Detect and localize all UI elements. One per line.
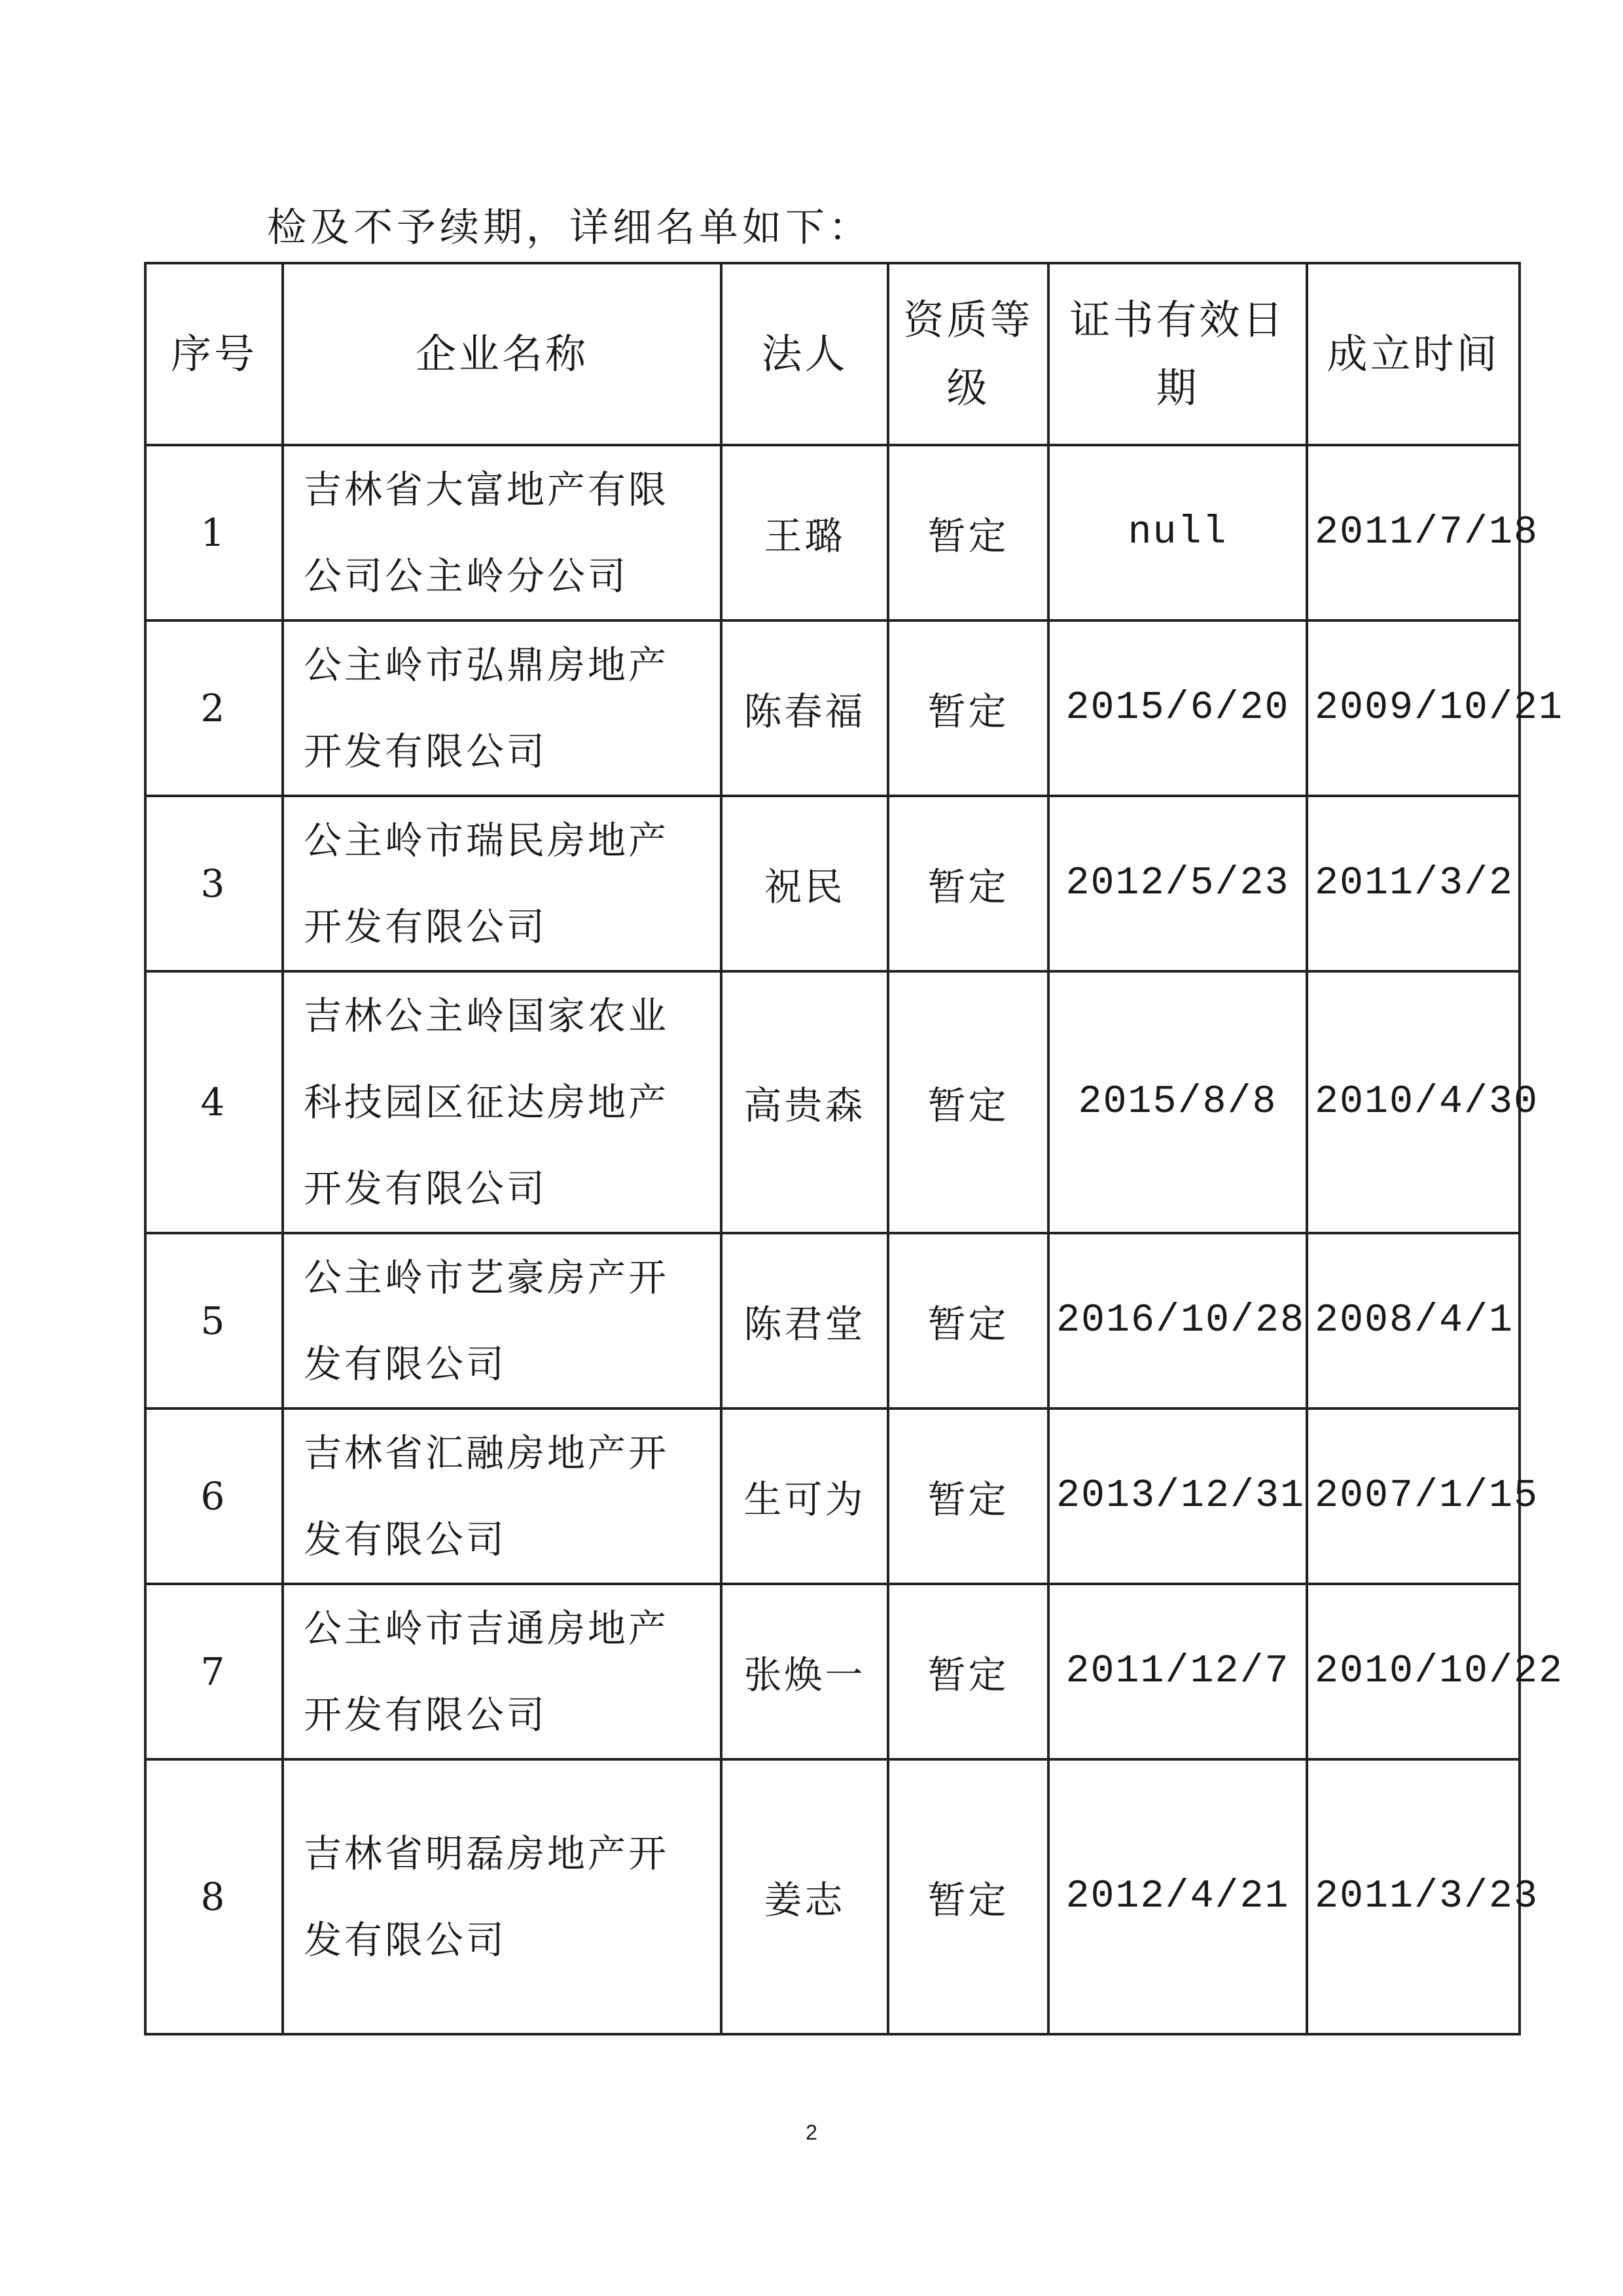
cell-legal-rep: 张焕一 [721,1584,888,1759]
cell-company-name: 公主岭市吉通房地产开发有限公司 [283,1584,721,1759]
cell-qualification: 暂定 [888,971,1048,1233]
cell-number: 3 [145,796,283,971]
cell-founded: 2009/10/21 [1307,620,1520,796]
cell-qualification: 暂定 [888,1584,1048,1759]
header-company-name: 企业名称 [283,263,721,445]
header-cert-expiry: 证书有效日期 [1048,263,1307,445]
cell-cert-expiry: 2012/5/23 [1048,796,1307,971]
cell-cert-expiry: 2012/4/21 [1048,1759,1307,2034]
cell-company-name: 吉林省大富地产有限公司公主岭分公司 [283,445,721,620]
cell-cert-expiry: 2011/12/7 [1048,1584,1307,1759]
cell-founded: 2010/10/22 [1307,1584,1520,1759]
cell-founded: 2008/4/1 [1307,1233,1520,1408]
cell-founded: 2007/1/15 [1307,1408,1520,1584]
cell-number: 8 [145,1759,283,2034]
cell-legal-rep: 生可为 [721,1408,888,1584]
cell-company-name: 公主岭市弘鼎房地产开发有限公司 [283,620,721,796]
table-row [145,445,1520,620]
table-header-row [145,263,1520,445]
cell-cert-expiry: 2013/12/31 [1048,1408,1307,1584]
cell-cert-expiry: null [1048,445,1307,620]
cell-legal-rep: 祝民 [721,796,888,971]
table-row [145,1233,1520,1408]
cell-founded: 2010/4/30 [1307,971,1520,1233]
cell-number: 4 [145,971,283,1233]
cell-number: 5 [145,1233,283,1408]
cell-number: 7 [145,1584,283,1759]
cell-legal-rep: 高贵森 [721,971,888,1233]
cell-legal-rep: 陈春福 [721,620,888,796]
cell-company-name: 公主岭市艺豪房产开发有限公司 [283,1233,721,1408]
cell-founded: 2011/7/18 [1307,445,1520,620]
intro-text: 检及不予续期，详细名单如下： [267,205,872,251]
table-row [145,971,1520,1233]
cell-cert-expiry: 2015/8/8 [1048,971,1307,1233]
header-qualification: 资质等级 [888,263,1048,445]
cell-number: 6 [145,1408,283,1584]
cell-cert-expiry: 2015/6/20 [1048,620,1307,796]
cell-qualification: 暂定 [888,1759,1048,2034]
cell-founded: 2011/3/2 [1307,796,1520,971]
cell-company-name: 吉林公主岭国家农业科技园区征达房地产开发有限公司 [283,971,721,1233]
cell-qualification: 暂定 [888,1408,1048,1584]
cell-legal-rep: 姜志 [721,1759,888,2034]
cell-company-name: 吉林省明磊房地产开发有限公司 [283,1759,721,2034]
cell-founded: 2011/3/23 [1307,1759,1520,2034]
table-row [145,1759,1520,2034]
table-row [145,796,1520,971]
cell-company-name: 吉林省汇融房地产开发有限公司 [283,1408,721,1584]
cell-cert-expiry: 2016/10/28 [1048,1233,1307,1408]
cell-qualification: 暂定 [888,796,1048,971]
page-number: 2 [806,2121,817,2144]
table-row [145,1584,1520,1759]
cell-legal-rep: 陈君堂 [721,1233,888,1408]
header-founded: 成立时间 [1307,263,1520,445]
header-number: 序号 [145,263,283,445]
table-row [145,620,1520,796]
cell-qualification: 暂定 [888,445,1048,620]
header-legal-rep: 法人 [721,263,888,445]
table-row [145,1408,1520,1584]
cell-legal-rep: 王璐 [721,445,888,620]
cell-number: 2 [145,620,283,796]
cell-company-name: 公主岭市瑞民房地产开发有限公司 [283,796,721,971]
cell-number: 1 [145,445,283,620]
cell-qualification: 暂定 [888,620,1048,796]
company-table [144,262,1564,2036]
cell-qualification: 暂定 [888,1233,1048,1408]
